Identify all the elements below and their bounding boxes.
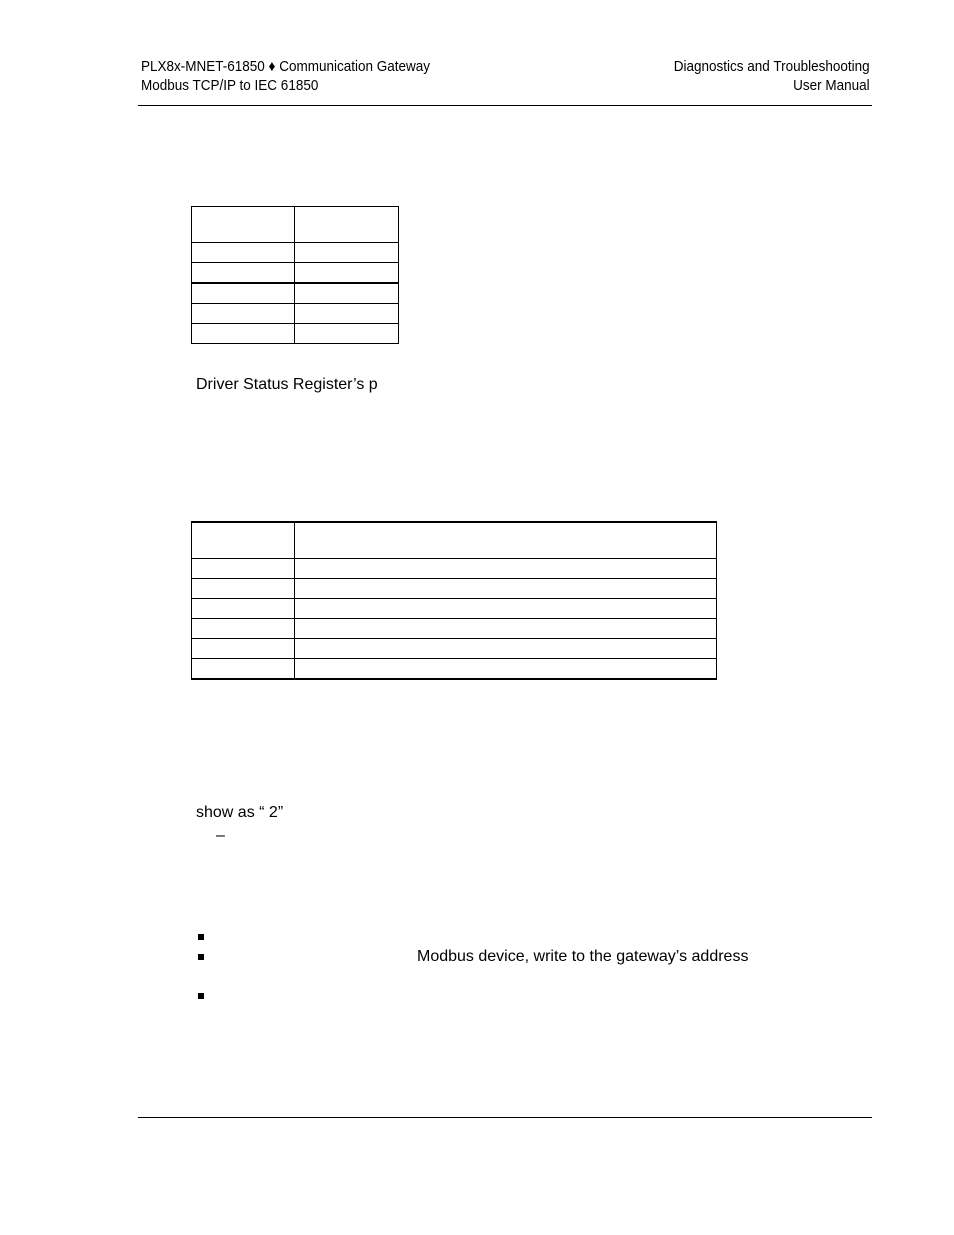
- table-cell: [295, 324, 399, 344]
- table-cell: [295, 599, 717, 619]
- table-row: [192, 283, 399, 304]
- table-cell: [192, 639, 295, 659]
- table-row: [192, 659, 717, 680]
- page-header-right: [674, 57, 870, 95]
- table-cell: [295, 243, 399, 263]
- bullet-text: Modbus device, write to the gateway’s address: [417, 948, 749, 965]
- table-cell: [192, 522, 295, 559]
- table-row: [192, 619, 717, 639]
- page-header-left: [141, 57, 430, 95]
- table-cell: [192, 619, 295, 639]
- table-cell: [295, 207, 399, 243]
- table-cell: [192, 579, 295, 599]
- table-cell: [295, 559, 717, 579]
- bullet-marker: [198, 934, 204, 940]
- dash-text: –: [216, 827, 225, 844]
- product-title: PLX8x-MNET-61850 ♦ Communication Gateway: [141, 58, 431, 75]
- table-cell: [295, 659, 717, 680]
- table-cell: [192, 304, 295, 324]
- table-cell: [192, 263, 295, 284]
- table-row: [192, 599, 717, 619]
- section-title: Diagnostics and Troubleshooting: [674, 58, 870, 75]
- bullet-marker: [198, 993, 204, 999]
- table-row: [192, 304, 399, 324]
- product-subtitle: Modbus TCP/IP to IEC 61850: [141, 77, 319, 94]
- table-cell: [192, 324, 295, 344]
- footer-rule: [138, 1117, 872, 1118]
- table-cell: [295, 283, 399, 304]
- table-cell: [192, 243, 295, 263]
- table-cell: [192, 599, 295, 619]
- manual-title: User Manual: [793, 77, 870, 94]
- table-row: [192, 579, 717, 599]
- header-rule: [138, 105, 872, 106]
- table-header-row: [192, 207, 399, 243]
- table-row: [192, 324, 399, 344]
- table-cell: [192, 283, 295, 304]
- table-cell: [192, 207, 295, 243]
- table-row: [192, 243, 399, 263]
- show-as-text: show as “ 2”: [196, 804, 284, 821]
- table-cell: [295, 639, 717, 659]
- table-row: [192, 559, 717, 579]
- table-row: [192, 263, 399, 284]
- status-table-large: [191, 521, 717, 680]
- table-cell: [295, 522, 717, 559]
- table-cell: [192, 559, 295, 579]
- bullet-marker: [198, 954, 204, 960]
- table-cell: [192, 659, 295, 680]
- status-table-small: [191, 206, 399, 344]
- table-cell: [295, 263, 399, 284]
- table-row: [192, 639, 717, 659]
- driver-status-text: Driver Status Register’s p: [196, 376, 378, 393]
- table-cell: [295, 579, 717, 599]
- table-cell: [295, 304, 399, 324]
- table-cell: [295, 619, 717, 639]
- table-header-row: [192, 522, 717, 559]
